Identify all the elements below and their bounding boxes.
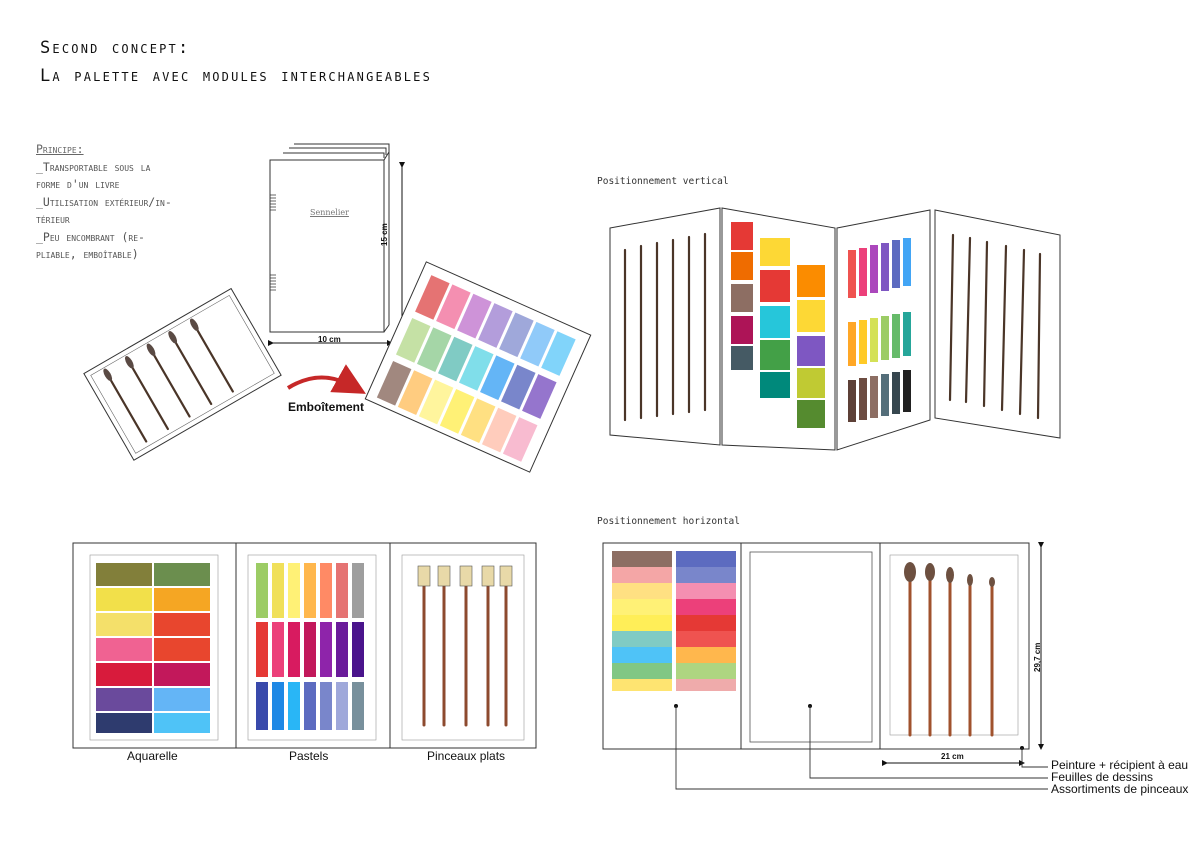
book-width-label: 10 cm: [318, 335, 341, 344]
principle-line: pliable, emboîtable): [36, 247, 139, 261]
principle-line: _Transportable sous la: [36, 159, 151, 174]
page-subtitle: La palette avec modules interchangeables: [40, 66, 433, 86]
legend-pinceaux: Assortiments de pinceaux: [1051, 782, 1189, 796]
module-pinceaux-label: Pinceaux plats: [427, 749, 506, 763]
vertical-palette-sketch: [610, 208, 1060, 450]
module-pastels-label: Pastels: [289, 749, 329, 763]
vertical-position-label: Positionnement vertical: [597, 176, 729, 187]
principle-line: térieur: [36, 212, 70, 226]
module-aquarelle-label: Aquarelle: [127, 749, 178, 763]
emboitement-label: Emboîtement: [288, 400, 365, 414]
principle-line: _Utilisation extérieur/in-: [36, 194, 172, 209]
modules-sketch: [73, 543, 536, 748]
page-title: Second concept:: [40, 38, 191, 58]
emboitement-arrow-icon: [288, 377, 352, 388]
legend-peinture: Peinture + récipient à eau: [1051, 758, 1189, 772]
principle-line: _Peu encombrant (re-: [36, 229, 145, 244]
horizontal-position-label: Positionnement horizontal: [597, 516, 740, 527]
book-cover-text: Sennelier: [310, 208, 349, 217]
legend-feuilles: Feuilles de dessins: [1051, 770, 1154, 784]
pastel-tray-sketch: [365, 262, 590, 472]
brush-tray-sketch: [84, 289, 281, 461]
horizontal-palette-sketch: [603, 543, 1048, 789]
principle-heading: Principe:: [36, 142, 84, 156]
principle-line: forme d'un livre: [36, 177, 120, 191]
horizontal-height-label: 29,7 cm: [1033, 642, 1042, 672]
book-height-label: 15 cm: [380, 223, 389, 246]
horizontal-width-label: 21 cm: [941, 752, 964, 761]
